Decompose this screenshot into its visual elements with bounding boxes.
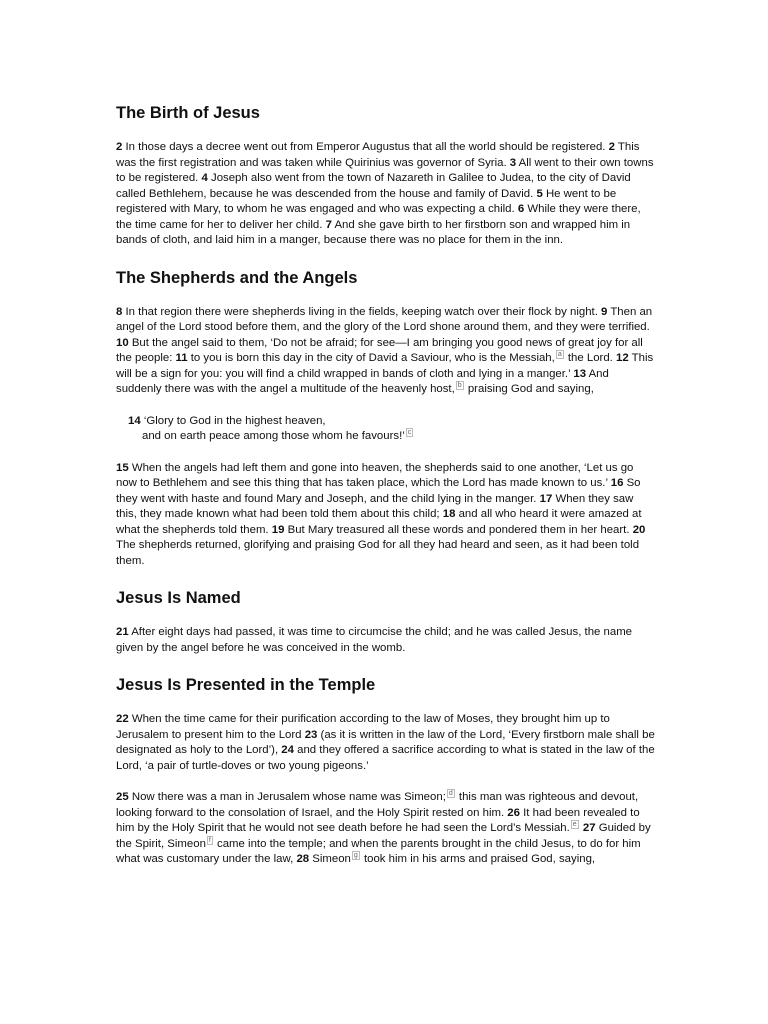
poem-line-2 — [128, 429, 656, 445]
poem-gloria — [128, 414, 656, 445]
paragraph-named: 21 After eight days had passed, it was time to circumcise the child; and he was called Jesus, the name given by the angel before he was conceived in the womb. — [116, 626, 633, 654]
document-page — [116, 100, 656, 868]
paragraph-temple-2: 25 Now there was a man in Jerusalem whose name was Simeon; $^d$ this man was righteous and devout, looking forward to the consolation of Israel, and the Holy Spirit rested on him. 26 It had been revealed to him by the Holy Spirit that he would not see death before he had seen the Lord’s Messiah. $^e$ 27 Guided by the Spirit, Simeon $^f$ came into the temple; and when the parents brought in the child Jesus, to do for him what was customary under the law, 28 Simeon $^g$ took him in his arms and praised God, saying, — [116, 790, 651, 865]
paragraph-shepherds: 8 In that region there were shepherds living in the fields, keeping watch over their flock by night. 9 Then an angel of the Lord stood before them, and the glory of the Lord shone around them, and they were terrified. 10 But the angel said to them, ‘Do not be afraid; for see—I am bringing you good news of great joy for all the people: 11 to you is born this day in the city of David a Saviour, who is the Messiah, $^a$ the Lord. 12 This will be a sign for you: you will find a child wrapped in bands of cloth and lying in a manger.’ 13 And suddenly there was with the angel a multitude of the heavenly host, $^b$ praising God and saying, — [116, 305, 654, 395]
paragraph-shepherds-2: 15 When the angels had left them and gone into heaven, the shepherds said to one another, ‘Let us go now to Bethlehem and see this thing that has taken place, which the Lord has made known to us.’ 16 So they went with haste and found Mary and Joseph, and the child lying in the manger. 17 When they saw this, they made known what had been told them about this child; 18 and all who heard it were amazed at what the shepherds told them. 19 But Mary treasured all these words and pondered them in her heart. 20 The shepherds returned, glorifying and praising God for all they had heard and seen, as it had been told them. — [116, 461, 646, 567]
section-heading-shepherds: The Shepherds and the Angels — [116, 268, 358, 287]
paragraph-temple: 22 When the time came for their purification according to the law of Moses, they brought him up to Jerusalem to present him to the Lord 23 (as it is written in the law of the Lord, ‘Every firstborn male shall be designated as holy to the Lord’), 24 and they offered a sacrifice according to what is stated in the law of the Lord, ‘a pair of turtle-doves or two young pigeons.’ — [116, 713, 655, 772]
verse-number: 14 — [128, 414, 141, 427]
section-heading-named: Jesus Is Named — [116, 589, 241, 607]
section-heading-birth: The Birth of Jesus — [116, 104, 260, 122]
footnote-marker[interactable]: c — [407, 429, 412, 437]
poem-line-1 — [128, 414, 656, 430]
section-heading-temple: Jesus Is Presented in the Temple — [116, 676, 376, 694]
poem-text-2: and on earth peace among those whom he favours!’ — [142, 430, 405, 442]
poem-text-1: ‘Glory to God in the highest heaven, — [143, 414, 326, 427]
paragraph-birth: 2 In those days a decree went out from Emperor Augustus that all the world should be registered. 2 This was the first registration and was taken while Quirinius was governor of Syria. 3 All went to their own towns to be registered. 4 Joseph also went from the town of Nazareth in Galilee to Judea, to the city of David called Bethlehem, because he was descended from the house and family of David. 5 He went to be registered with Mary, to whom he was engaged and who was expecting a child. 6 While they were there, the time came for her to deliver her child. 7 And she gave birth to her firstborn son and wrapped him in bands of cloth, and laid him in a manger, because there was no place for them in the inn. — [116, 141, 654, 246]
